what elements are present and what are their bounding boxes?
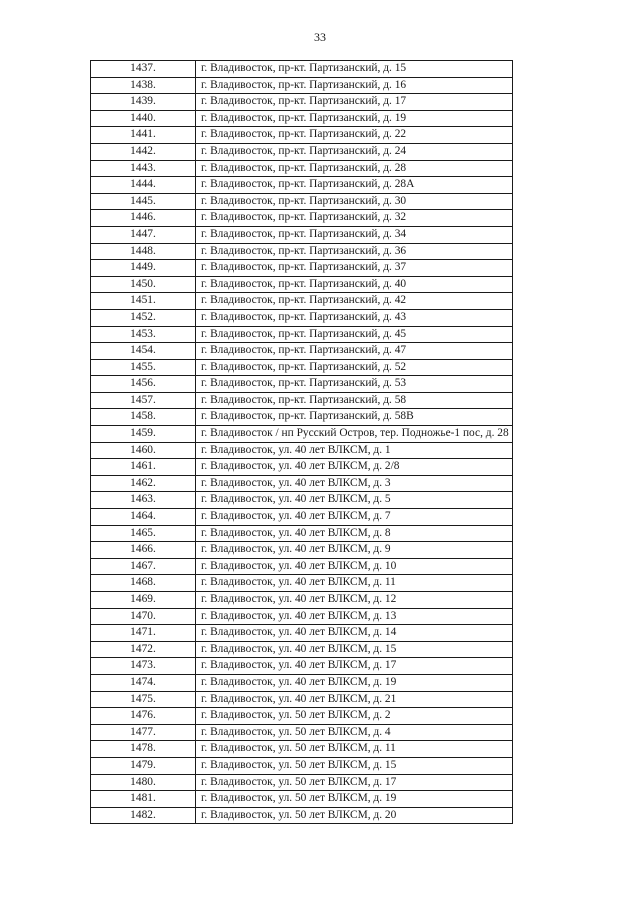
- address-table-body: [91, 61, 513, 824]
- table-row: [91, 127, 513, 144]
- row-number: 1454.: [91, 343, 196, 360]
- row-number: 1479.: [91, 757, 196, 774]
- row-number: 1459.: [91, 426, 196, 443]
- table-row: [91, 542, 513, 559]
- table-row: [91, 193, 513, 210]
- table-row: [91, 426, 513, 443]
- table-row: [91, 625, 513, 642]
- row-address: г. Владивосток, ул. 50 лет ВЛКСМ, д. 2: [196, 708, 513, 725]
- table-row: [91, 177, 513, 194]
- row-number: 1477.: [91, 724, 196, 741]
- row-address: г. Владивосток, ул. 40 лет ВЛКСМ, д. 13: [196, 608, 513, 625]
- row-number: 1444.: [91, 177, 196, 194]
- table-row: [91, 608, 513, 625]
- row-address: г. Владивосток, пр-кт. Партизанский, д. 28: [196, 160, 513, 177]
- row-address: г. Владивосток, пр-кт. Партизанский, д. 32: [196, 210, 513, 227]
- table-row: [91, 160, 513, 177]
- row-address: г. Владивосток, ул. 40 лет ВЛКСМ, д. 7: [196, 509, 513, 526]
- table-row: [91, 226, 513, 243]
- row-number: 1461.: [91, 459, 196, 476]
- row-address: г. Владивосток, пр-кт. Партизанский, д. 37: [196, 260, 513, 277]
- row-address: г. Владивосток, пр-кт. Партизанский, д. 58В: [196, 409, 513, 426]
- row-number: 1445.: [91, 193, 196, 210]
- row-address: г. Владивосток, ул. 40 лет ВЛКСМ, д. 15: [196, 641, 513, 658]
- table-row: [91, 691, 513, 708]
- row-number: 1481.: [91, 791, 196, 808]
- row-address: г. Владивосток, ул. 40 лет ВЛКСМ, д. 14: [196, 625, 513, 642]
- page-number: 33: [314, 30, 326, 44]
- row-address: г. Владивосток, ул. 40 лет ВЛКСМ, д. 1: [196, 442, 513, 459]
- row-address: г. Владивосток, пр-кт. Партизанский, д. 28А: [196, 177, 513, 194]
- row-address: г. Владивосток, ул. 50 лет ВЛКСМ, д. 19: [196, 791, 513, 808]
- table-row: [91, 492, 513, 509]
- row-number: 1465.: [91, 525, 196, 542]
- table-row: [91, 260, 513, 277]
- row-address: г. Владивосток, ул. 40 лет ВЛКСМ, д. 5: [196, 492, 513, 509]
- row-number: 1466.: [91, 542, 196, 559]
- table-row: [91, 592, 513, 609]
- row-number: 1475.: [91, 691, 196, 708]
- row-number: 1448.: [91, 243, 196, 260]
- table-row: [91, 376, 513, 393]
- table-row: [91, 509, 513, 526]
- row-number: 1467.: [91, 558, 196, 575]
- row-address: г. Владивосток, ул. 40 лет ВЛКСМ, д. 21: [196, 691, 513, 708]
- row-number: 1464.: [91, 509, 196, 526]
- row-number: 1470.: [91, 608, 196, 625]
- table-row: [91, 61, 513, 78]
- row-address: г. Владивосток, ул. 40 лет ВЛКСМ, д. 17: [196, 658, 513, 675]
- row-number: 1478.: [91, 741, 196, 758]
- table-row: [91, 558, 513, 575]
- row-number: 1450.: [91, 276, 196, 293]
- table-row: [91, 343, 513, 360]
- table-row: [91, 658, 513, 675]
- row-number: 1480.: [91, 774, 196, 791]
- table-row: [91, 575, 513, 592]
- row-address: г. Владивосток, ул. 50 лет ВЛКСМ, д. 4: [196, 724, 513, 741]
- row-address: г. Владивосток, пр-кт. Партизанский, д. 15: [196, 61, 513, 78]
- row-number: 1440.: [91, 110, 196, 127]
- table-row: [91, 77, 513, 94]
- row-address: г. Владивосток, ул. 40 лет ВЛКСМ, д. 3: [196, 475, 513, 492]
- row-number: 1437.: [91, 61, 196, 78]
- row-address: г. Владивосток, пр-кт. Партизанский, д. 58: [196, 392, 513, 409]
- row-address: г. Владивосток, пр-кт. Партизанский, д. 16: [196, 77, 513, 94]
- row-number: 1455.: [91, 359, 196, 376]
- row-number: 1474.: [91, 674, 196, 691]
- address-table: [90, 60, 513, 824]
- table-row: [91, 94, 513, 111]
- table-row: [91, 326, 513, 343]
- table-row: [91, 774, 513, 791]
- row-number: 1453.: [91, 326, 196, 343]
- row-address: г. Владивосток, пр-кт. Партизанский, д. 45: [196, 326, 513, 343]
- row-address: г. Владивосток, ул. 50 лет ВЛКСМ, д. 11: [196, 741, 513, 758]
- row-number: 1443.: [91, 160, 196, 177]
- row-number: 1458.: [91, 409, 196, 426]
- table-row: [91, 143, 513, 160]
- table-row: [91, 293, 513, 310]
- table-row: [91, 791, 513, 808]
- row-number: 1452.: [91, 309, 196, 326]
- table-row: [91, 309, 513, 326]
- row-address: г. Владивосток, пр-кт. Партизанский, д. 43: [196, 309, 513, 326]
- row-address: г. Владивосток, ул. 40 лет ВЛКСМ, д. 9: [196, 542, 513, 559]
- row-address: г. Владивосток, пр-кт. Партизанский, д. 19: [196, 110, 513, 127]
- row-number: 1457.: [91, 392, 196, 409]
- row-address: г. Владивосток, ул. 50 лет ВЛКСМ, д. 20: [196, 807, 513, 824]
- row-number: 1442.: [91, 143, 196, 160]
- table-row: [91, 359, 513, 376]
- table-row: [91, 641, 513, 658]
- table-row: [91, 392, 513, 409]
- table-row: [91, 807, 513, 824]
- row-number: 1472.: [91, 641, 196, 658]
- table-row: [91, 442, 513, 459]
- table-row: [91, 724, 513, 741]
- table-row: [91, 674, 513, 691]
- row-number: 1476.: [91, 708, 196, 725]
- table-row: [91, 276, 513, 293]
- row-address: г. Владивосток, ул. 40 лет ВЛКСМ, д. 10: [196, 558, 513, 575]
- row-number: 1462.: [91, 475, 196, 492]
- row-number: 1469.: [91, 592, 196, 609]
- table-row: [91, 741, 513, 758]
- table-row: [91, 708, 513, 725]
- row-number: 1456.: [91, 376, 196, 393]
- table-row: [91, 757, 513, 774]
- row-number: 1473.: [91, 658, 196, 675]
- row-address: г. Владивосток, пр-кт. Партизанский, д. 24: [196, 143, 513, 160]
- row-number: 1438.: [91, 77, 196, 94]
- row-number: 1463.: [91, 492, 196, 509]
- table-row: [91, 475, 513, 492]
- row-address: г. Владивосток, ул. 40 лет ВЛКСМ, д. 12: [196, 592, 513, 609]
- row-number: 1468.: [91, 575, 196, 592]
- row-number: 1446.: [91, 210, 196, 227]
- row-address: г. Владивосток, пр-кт. Партизанский, д. 30: [196, 193, 513, 210]
- row-address: г. Владивосток, ул. 40 лет ВЛКСМ, д. 19: [196, 674, 513, 691]
- table-row: [91, 210, 513, 227]
- row-address: г. Владивосток, пр-кт. Партизанский, д. 47: [196, 343, 513, 360]
- row-address: г. Владивосток / нп Русский Остров, тер. Подножье-1 пос, д. 28: [196, 426, 513, 443]
- row-address: г. Владивосток, пр-кт. Партизанский, д. 34: [196, 226, 513, 243]
- table-row: [91, 243, 513, 260]
- row-number: 1449.: [91, 260, 196, 277]
- table-row: [91, 110, 513, 127]
- row-address: г. Владивосток, ул. 50 лет ВЛКСМ, д. 17: [196, 774, 513, 791]
- row-number: 1447.: [91, 226, 196, 243]
- table-row: [91, 409, 513, 426]
- table-row: [91, 459, 513, 476]
- row-address: г. Владивосток, пр-кт. Партизанский, д. 40: [196, 276, 513, 293]
- row-number: 1460.: [91, 442, 196, 459]
- row-address: г. Владивосток, пр-кт. Партизанский, д. 42: [196, 293, 513, 310]
- row-address: г. Владивосток, ул. 50 лет ВЛКСМ, д. 15: [196, 757, 513, 774]
- row-number: 1471.: [91, 625, 196, 642]
- row-address: г. Владивосток, ул. 40 лет ВЛКСМ, д. 2/8: [196, 459, 513, 476]
- row-address: г. Владивосток, пр-кт. Партизанский, д. 52: [196, 359, 513, 376]
- row-address: г. Владивосток, пр-кт. Партизанский, д. 17: [196, 94, 513, 111]
- row-address: г. Владивосток, пр-кт. Партизанский, д. 22: [196, 127, 513, 144]
- row-number: 1441.: [91, 127, 196, 144]
- row-number: 1451.: [91, 293, 196, 310]
- row-address: г. Владивосток, ул. 40 лет ВЛКСМ, д. 11: [196, 575, 513, 592]
- row-address: г. Владивосток, пр-кт. Партизанский, д. 53: [196, 376, 513, 393]
- row-number: 1439.: [91, 94, 196, 111]
- table-row: [91, 525, 513, 542]
- row-number: 1482.: [91, 807, 196, 824]
- row-address: г. Владивосток, пр-кт. Партизанский, д. 36: [196, 243, 513, 260]
- row-address: г. Владивосток, ул. 40 лет ВЛКСМ, д. 8: [196, 525, 513, 542]
